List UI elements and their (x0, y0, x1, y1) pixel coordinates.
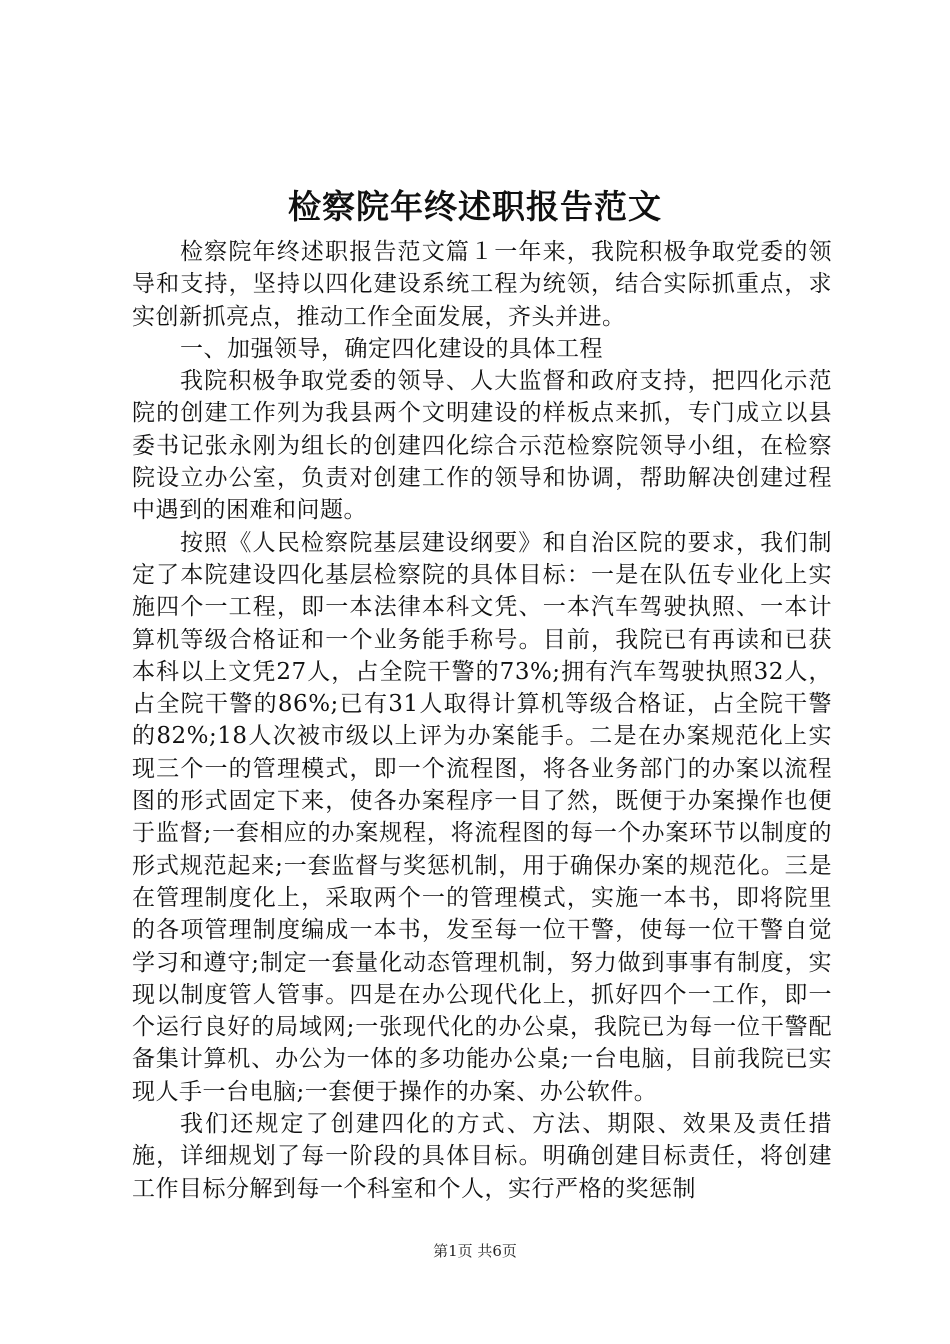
document-body (132, 236, 832, 1205)
paragraph-intro: 检察院年终述职报告范文篇１一年来，我院积极争取党委的领导和支持，坚持以四化建设系统工程为统领，结合实际抓重点，求实创新抓亮点，推动工作全面发展，齐头并进。 (132, 239, 832, 330)
section-heading-1: 一、加强领导，确定四化建设的具体工程 (180, 335, 603, 362)
document-title: 检察院年终述职报告范文 (288, 187, 662, 226)
paragraph-measures: 我们还规定了创建四化的方式、方法、期限、效果及责任措施，详细规划了每一阶段的具体目标。明确创建目标责任，将创建工作目标分解到每一个科室和个人，实行严格的奖惩制 (132, 1111, 832, 1202)
paragraph-goals: 按照《人民检察院基层建设纲要》和自治区院的要求，我们制定了本院建设四化基层检察院的具体目标：一是在队伍专业化上实施四个一工程，即一本法律本科文凭、一本汽车驾驶执照、一本计算机等级合格证和一个业务能手称号。目前，我院已有再读和已获本科以上文凭27人，占全院干警的73%;拥有汽车驾驶执照32人，占全院干警的86%;已有31人取得计算机等级合格证，占全院干警的82%;18人次被市级以上评为办案能手。二是在办案规范化上实现三个一的管理模式，即一个流程图，将各业务部门的办案以流程图的形式固定下来，使各办案程序一目了然，既便于办案操作也便于监督;一套相应的办案规程，将流程图的每一个办案环节以制度的形式规范起来;一套监督与奖惩机制，用于确保办案的规范化。三是在管理制度化上，采取两个一的管理模式，实施一本书，即将院里的各项管理制度编成一本书，发至每一位干警，使每一位干警自觉学习和遵守;制定一套量化动态管理机制，努力做到事事有制度，实现以制度管人管事。四是在办公现代化上，抓好四个一工作，即一个运行良好的局域网;一张现代化的办公桌，我院已为每一位干警配备集计算机、办公为一体的多功能办公桌;一台电脑，目前我院已实现人手一台电脑;一套便于操作的办案、办公软件。 (132, 529, 832, 1105)
page-number-footer: 第1页 共6页 (433, 1242, 517, 1260)
paragraph-leadership: 我院积极争取党委的领导、人大监督和政府支持，把四化示范院的创建工作列为我县两个文明建设的样板点来抓，专门成立以县委书记张永刚为组长的创建四化综合示范检察院领导小组，在检察院设立办公室，负责对创建工作的领导和协调，帮助解决创建过程中遇到的困难和问题。 (132, 368, 832, 524)
